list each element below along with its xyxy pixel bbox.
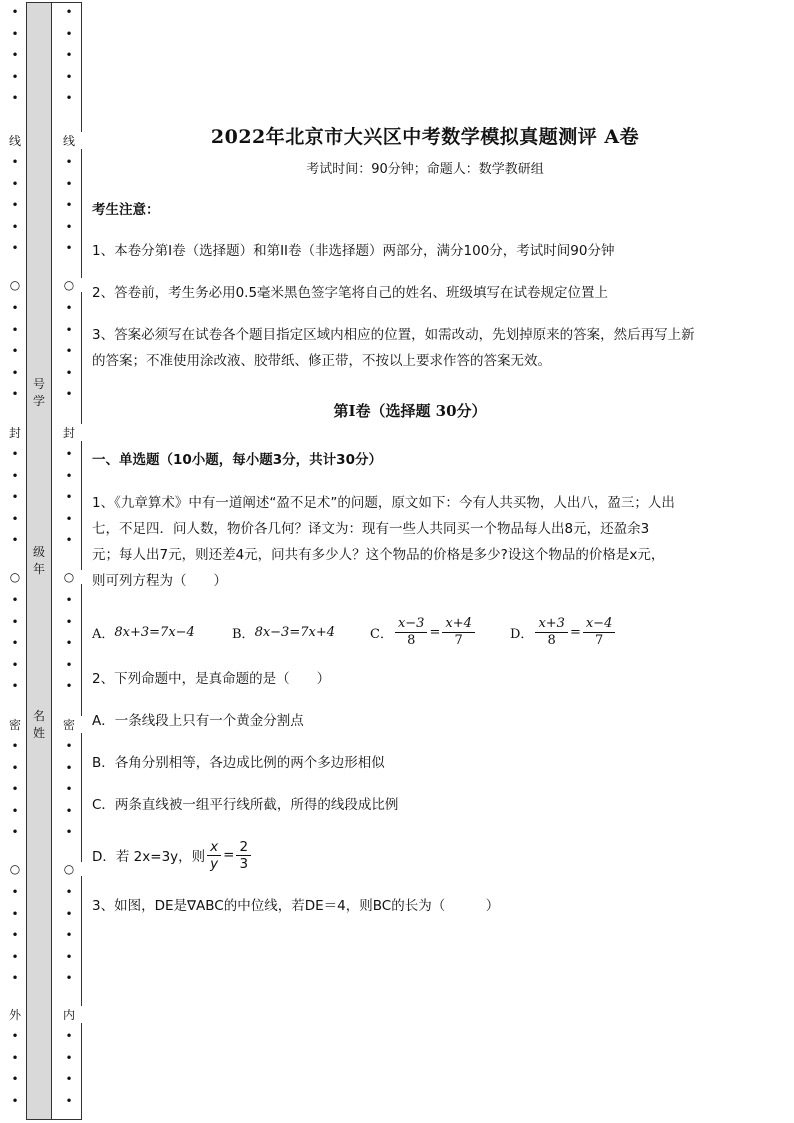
dot-leader: • • • • •: [11, 885, 19, 985]
exam-subtitle: 考试时间：90分钟；命题人：数学教研组: [306, 162, 544, 177]
denominator: 8: [547, 632, 556, 648]
q2-option-c[interactable]: C．两条直线被一组平行线所截，所得的线段成比例: [92, 797, 399, 813]
fraction: [535, 616, 568, 649]
q2-option-d[interactable]: [92, 836, 752, 874]
equals-sign: =: [569, 624, 581, 640]
outer-mark-line: 线: [0, 132, 30, 149]
notice-heading: 考生注意：: [92, 202, 160, 218]
part-title: 第I卷（选择题 30分）: [333, 402, 487, 420]
dot-leader: • • • •: [65, 1029, 73, 1108]
exam-title: 2022年北京市大兴区中考数学模拟真题测评 A卷: [210, 126, 640, 148]
numerator: x+3: [535, 616, 568, 633]
section-heading: 一、单选题（10小题，每小题3分，共计30分）: [92, 452, 382, 468]
notice-item-3-line-1: 3、答案必须写在试卷各个题目指定区域内相应的位置，如需改动，先划掉原来的答案，然后再写上新: [92, 327, 695, 343]
field-name: 名 姓: [32, 709, 45, 740]
dot-leader: • • • • •: [65, 5, 73, 105]
numerator: x: [207, 839, 221, 856]
q1-stem-line-3: 元；每人出7元，则还差4元，问共有多少人？这个物品的价格是多少?设这个物品的价格是x元，: [92, 547, 665, 563]
dot-leader: • • • • •: [11, 5, 19, 105]
dot-leader: • • • • •: [65, 301, 73, 401]
denominator: y: [210, 855, 219, 872]
equals-sign: =: [429, 624, 441, 640]
inner-mark-seal: 封: [54, 424, 84, 441]
q1-stem-line-4: 则可列方程为（ ）: [92, 573, 227, 589]
notice-item-1: 1、本卷分第I卷（选择题）和第II卷（非选择题）两部分，满分100分，考试时间90分钟: [92, 243, 615, 259]
numerator: x−4: [583, 616, 616, 633]
outer-mark-circle: ○: [0, 862, 30, 876]
q1-option-b[interactable]: [232, 612, 335, 652]
inner-mark-line: 线: [54, 132, 84, 149]
dot-leader: • • • • •: [11, 447, 19, 547]
q1-option-d[interactable]: [510, 612, 617, 652]
option-equation: 8x−3=7x+4: [254, 624, 335, 640]
denominator: 7: [454, 632, 463, 648]
outer-mark-circle: ○: [0, 570, 30, 584]
denominator: 8: [407, 632, 416, 648]
dot-leader: • • • •: [11, 1029, 19, 1108]
fraction: [207, 839, 221, 872]
inner-mark-inside: 内: [54, 1006, 84, 1023]
dot-leader: • • • • •: [11, 739, 19, 839]
denominator: 3: [239, 855, 249, 872]
inner-marks: [54, 0, 84, 1123]
notice-item-3-line-2: 的答案；不准使用涂改液、胶带纸、修正带，不按以上要求作答的答案无效。: [92, 353, 551, 369]
q1-option-c[interactable]: [370, 612, 477, 652]
denominator: 7: [594, 632, 604, 648]
dot-leader: • • • • •: [65, 885, 73, 985]
numerator: x−3: [395, 616, 428, 633]
inner-mark-secret: 密: [54, 716, 84, 733]
option-label: C．: [370, 626, 393, 642]
dot-leader: • • • • •: [65, 447, 73, 547]
q2-stem: 2、下列命题中，是真命题的是（ ）: [92, 671, 331, 687]
dot-leader: • • • • •: [65, 593, 73, 693]
field-grade: 级 年: [32, 545, 45, 576]
fraction: [236, 839, 251, 872]
inner-mark-circle: ○: [54, 278, 84, 292]
field-student-id: 号 学: [32, 377, 45, 408]
q2-option-b[interactable]: B．各角分别相等，各边成比例的两个多边形相似: [92, 755, 385, 771]
fraction: [442, 616, 475, 649]
option-equation: 8x+3=7x−4: [114, 624, 195, 640]
numerator: x+4: [442, 616, 475, 633]
dot-leader: • • • • •: [11, 301, 19, 401]
q3-stem: 3、如图，DE是∇ABC的中位线，若DE＝4，则BC的长为（ ）: [92, 898, 500, 914]
outer-mark-circle: ○: [0, 278, 30, 292]
dot-leader: • • • • •: [11, 593, 19, 693]
q1-option-a[interactable]: [92, 612, 195, 652]
numerator: 2: [236, 839, 251, 856]
dot-leader: • • • • •: [65, 739, 73, 839]
outer-mark-outside: 外: [0, 1006, 30, 1023]
outer-mark-seal: 封: [0, 424, 30, 441]
option-text: D．若 2x=3y，则: [92, 849, 206, 865]
q1-options: [92, 612, 732, 652]
notice-item-2: 2、答卷前，考生务必用0.5毫米黑色签字笔将自己的姓名、班级填写在试卷规定位置上: [92, 285, 609, 301]
inner-mark-circle: ○: [54, 570, 84, 584]
dot-leader: • • • • •: [65, 155, 73, 255]
fraction: [395, 616, 428, 649]
q1-stem-line-2: 七，不足四．问人数，物价各几何？译文为：现有一些人共同买一个物品每人出8元，还盈余3: [92, 521, 650, 537]
q1-stem-line-1: 1、《九章算术》中有一道阐述“盈不足术”的问题，原文如下：今有人共买物，人出八，盈三；人出: [92, 495, 675, 511]
dot-leader: • • • • •: [11, 155, 19, 255]
option-label: A．: [92, 626, 115, 642]
option-label: D．: [510, 626, 534, 642]
outer-mark-secret: 密: [0, 716, 30, 733]
option-label: B．: [232, 626, 255, 642]
q2-option-a[interactable]: A．一条线段上只有一个黄金分割点: [92, 713, 304, 729]
inner-mark-circle: ○: [54, 862, 84, 876]
equals-sign: =: [223, 847, 235, 863]
fraction: [583, 616, 616, 649]
